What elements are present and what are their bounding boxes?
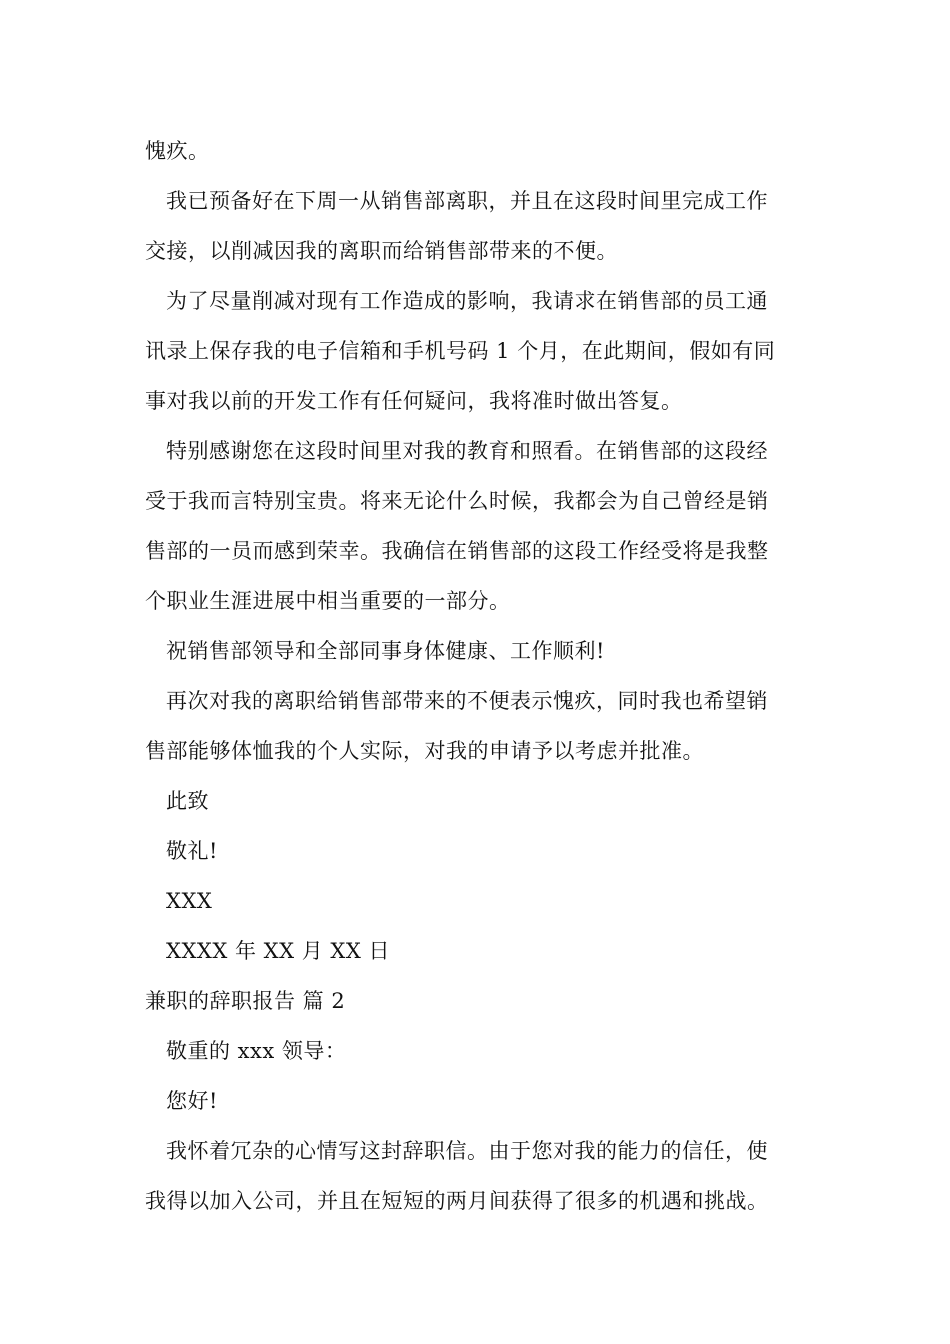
text-line: 交接，以削减因我的离职而给销售部带来的不便。 [145,239,618,263]
document-page [145,126,810,1226]
greeting: 您好! [166,1089,218,1113]
text-line: 售部能够体恤我的个人实际，对我的申请予以考虑并批准。 [145,739,704,763]
text-line: 为了尽量削减对现有工作造成的影响，我请求在销售部的员工通 [166,289,768,313]
salutation: 敬重的 xxx 领导： [166,1039,347,1063]
closing-salute: 敬礼! [166,839,218,863]
text-line: 再次对我的离职给销售部带来的不便表示愧疚，同时我也希望销 [166,689,768,713]
signature-name: XXX [166,889,213,913]
section-heading: 兼职的辞职报告 篇 2 [145,989,346,1013]
text-line: 我得以加入公司，并且在短短的两月间获得了很多的机遇和挑战。 [145,1189,769,1213]
text-line: 受于我而言特别宝贵。将来无论什么时候，我都会为自己曾经是销 [145,489,769,513]
text-line: 讯录上保存我的电子信箱和手机号码 1 个月，在此期间，假如有同 [145,339,776,363]
signature-date: XXXX 年 XX 月 XX 日 [166,939,390,963]
text-line: 特别感谢您在这段时间里对我的教育和照看。在销售部的这段经 [166,439,768,463]
closing-line: 此致 [166,789,209,813]
text-line: 我怀着冗杂的心情写这封辞职信。由于您对我的能力的信任，使 [166,1139,768,1163]
text-line: 个职业生涯进展中相当重要的一部分。 [145,589,511,613]
text-line: 愧疚。 [145,139,210,163]
text-line: 事对我以前的开发工作有任何疑问，我将准时做出答复。 [145,389,683,413]
text-line: 售部的一员而感到荣幸。我确信在销售部的这段工作经受将是我整 [145,539,769,563]
text-line: 我已预备好在下周一从销售部离职，并且在这段时间里完成工作 [166,189,768,213]
text-line: 祝销售部领导和全部同事身体健康、工作顺利! [166,639,605,663]
